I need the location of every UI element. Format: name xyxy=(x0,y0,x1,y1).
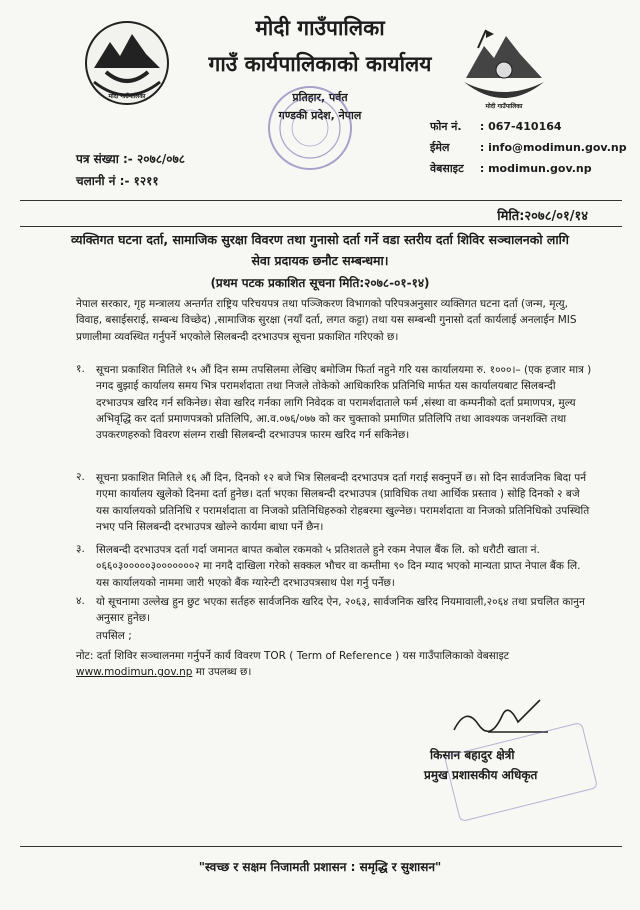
ref-block xyxy=(76,148,185,192)
note-block xyxy=(76,648,596,681)
web-value: modimun.gov.np xyxy=(488,162,592,175)
date: मिति:२०७८/०१/१४ xyxy=(497,209,588,224)
address-line-2: गण्डकी प्रदेश, नेपाल xyxy=(278,109,362,122)
signer-name: किसान बहादुर क्षेत्री xyxy=(430,748,515,762)
item-2-text: सूचना प्रकाशित मितिले १६ औं दिन, दिनको १२ बजे भित्र सिलबन्दी दरभाउपत्र दर्ता गराई सक्नुपर्ने छ। सो दिन सार्वजनिक बिदा पर्न गएमा कार्यालय खुलेको दिनमा दर्ता हुनेछ। दर्ता भएका सिलबन्दी दरभाउपत्र (प्राविधिक तथा आर्थिक प्रस्ताव ) सोहि दिनको २ बजे यस कार्यालयको प्रतिनिधि र परामर्शदाता वा निजको प्रतिनिधिहरुको रोहबरमा खुल्नेछ। परामर्शदाता वा निजको प्रतिनिधिको उपस्थिति नभए पनि सिलबन्दी दरभाउपत्र खोल्ने कार्यमा बाधा पर्ने छैन। xyxy=(96,472,590,533)
patra-row xyxy=(76,148,185,170)
phone-label: फोन नं. xyxy=(430,120,462,133)
contact-block: फोन नं. : 067-410164 ईमेल : info@modimun.gov.np वेबसाइट : modimun.gov.np xyxy=(430,116,627,179)
patra-label: पत्र संख्या :- xyxy=(76,152,133,166)
chalani-row xyxy=(76,170,185,192)
left-logo-text: मोदी गाउँपालिका xyxy=(108,93,146,100)
item-3-number: ३. xyxy=(76,543,85,555)
item-4-number: ४. xyxy=(76,595,85,607)
phone-value: 067-410164 xyxy=(488,120,562,133)
note-line-2: मा उपलब्ध छ। xyxy=(192,666,252,679)
item-2-number: २. xyxy=(76,471,85,483)
right-logo-text: मोदी गाउँपालिका xyxy=(485,103,523,110)
office-stamp xyxy=(268,86,352,170)
notice-heading: (प्रथम पटक प्रकाशित सूचना मिति:२०७८-०१-१४) xyxy=(210,276,430,290)
email-value: info@modimun.gov.np xyxy=(488,141,627,154)
note-link[interactable]: www.modimun.gov.np xyxy=(76,666,193,679)
email-label: ईमेल xyxy=(430,141,450,154)
item-4-text: यो सूचनामा उल्लेख हुन छुट भएका सर्तहरु सार्वजनिक खरिद ऐन, २०६३, सार्वजनिक खरिद नियमावाली,२०६४ तथा प्रचलित कानुन अनुसार हुनेछ। xyxy=(96,596,585,625)
intro-paragraph: नेपाल सरकार, गृह मन्त्रालय अन्तर्गत राष्ट्रिय परिचयपत्र तथा पञ्जिकरण विभागको परिपत्रअनुसार व्यक्तिगत घटना दर्ता (जन्म, मृत्यु, विवाह, बसाईसराई, सम्बन्ध विच्छेद) ,सामाजिक सुरक्षा (नयाँ दर्ता, लगत कट्टा) तथा यस सम्बन्धी गुनासो दर्ता कार्यलाई अनलाईन MIS प्रणालीमा व्यवस्थित गर्नुपर्ने भएकोले सिलबन्दी दरभाउपत्र सूचना प्रकाशित गरिएको छ। xyxy=(76,298,577,343)
tapsil: तपसिल ; xyxy=(96,630,132,642)
header-rule xyxy=(20,200,622,201)
address-line-1: प्रतिहार, पर्वत xyxy=(292,91,348,104)
subject: व्यक्तिगत घटना दर्ता, सामाजिक सुरक्षा विवरण तथा गुनासो दर्ता गर्ने वडा स्तरीय दर्ता शिविर सञ्चालनको लागि सेवा प्रदायक छनौट सम्बन्धमा। xyxy=(71,232,569,268)
municipality-name: मोदी गाउँपालिका xyxy=(255,16,385,40)
item-1-text: सूचना प्रकाशित मितिले १५ औं दिन सम्म तपसिलमा लेखिए बमोजिम फिर्ता नहुने गरि यस कार्यालयमा रु. १०००।– (एक हजार मात्र ) नगद बुझाई कार्यालय समय भित्र परामर्शदाता तथा निजले तोकेको आधिकारिक प्रतिनिधि मार्फत यस कार्यालयबाट सिलबन्दी दरभाउपत्र खरिद गर्न सकिनेछ। सेवा खरिद गर्नका लागि निवेदक वा परामर्शदाताले फर्म ,संस्था वा कम्पनीको दर्ता प्रमाणपत्र, मुल्य अभिवृद्धि कर दर्ता प्रमाणपत्रको प्रतिलिपि, आ.व.०७६/०७७ को कर चुक्ताको प्रमाणित प्रतिलिपि तथा आवश्यक जनशक्ति तथा उपकरणहरुको विवरण संलग्न राखी सिलबन्दी दरभाउपत्र फारम खरिद गर्न सकिनेछ। xyxy=(96,364,592,442)
chalani-value: १२११ xyxy=(133,174,159,188)
footer-rule xyxy=(20,846,622,847)
signer-title: प्रमुख प्रशासकीय अधिकृत xyxy=(424,768,538,782)
chalani-label: चलानी नं :- xyxy=(76,174,130,188)
footer-slogan: "स्वच्छ र सक्षम निजामती प्रशासन : समृद्धि र सुशासन" xyxy=(198,860,442,874)
item-3-text: सिलबन्दी दरभाउपत्र दर्ता गर्दा जमानत बापत कबोल रकमको ५ प्रतिशतले हुने रकम नेपाल बैंक लि. को धरौटी खाता नं. ०६६०३०००००३०००००००२ मा नगदै दाखिला गरेको सक्कल भौचर वा कम्तीमा ९० दिन म्याद भएको मान्यता प्राप्त नेपाल बैंक लि. यस कार्यालयको नाममा जारी भएको बैंक ग्यारेन्टी दरभाउपत्रसाथ पेश गर्नु पर्नेछ। xyxy=(96,544,581,589)
date-rule xyxy=(20,226,622,227)
item-1-number: १. xyxy=(76,363,85,375)
web-label: वेबसाइट xyxy=(430,162,464,175)
office-name: गाउँ कार्यपालिकाको कार्यालय xyxy=(208,52,432,76)
note-line-1: नोट: दर्ता शिविर सञ्चालनमा गर्नुपर्ने कार्य विवरण TOR ( Term of Reference ) यस गाउँपालिकाको वेबसाइट xyxy=(76,650,510,662)
patra-value: २०७८/०७८ xyxy=(136,152,186,166)
